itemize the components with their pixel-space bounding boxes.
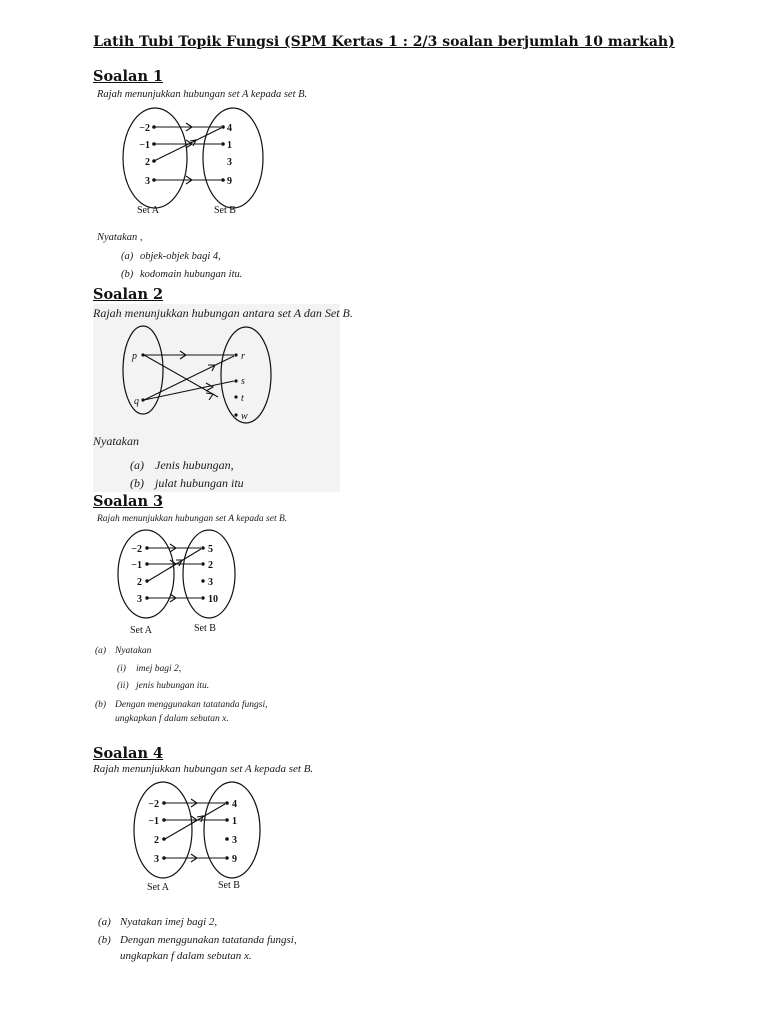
q1-b-elem: 9 bbox=[227, 176, 232, 187]
q2-a-elem: q bbox=[134, 396, 139, 407]
q4-b-elem: 3 bbox=[232, 835, 237, 846]
q1-a-elem: 2 bbox=[145, 157, 150, 168]
q1-set-a-oval bbox=[123, 108, 187, 208]
q3-b-elem: 5 bbox=[208, 544, 213, 555]
q2-heading: Soalan 2 bbox=[93, 286, 164, 303]
q1-set-a-label: Set A bbox=[137, 205, 159, 216]
q4-a-elem: 2 bbox=[154, 835, 159, 846]
q3-b-elem: 10 bbox=[208, 594, 218, 605]
q3-part-a-mark: (a) bbox=[95, 646, 107, 656]
q3-part-a-i: imej bagi 2, bbox=[136, 664, 182, 674]
q1-a-elem: 3 bbox=[145, 176, 150, 187]
q3-part-b-mark: (b) bbox=[95, 700, 107, 710]
q4-part-a-mark: (a) bbox=[98, 916, 111, 928]
q4-arrow-diagram bbox=[125, 782, 285, 897]
q4-part-b: Dengan menggunakan tatatanda fungsi, bbox=[120, 934, 297, 946]
q1-prompt: Nyatakan , bbox=[97, 232, 143, 243]
q3-intro: Rajah menunjukkan hubungan set A kepada set B. bbox=[97, 514, 288, 524]
q1-part-a-mark: (a) bbox=[121, 251, 134, 262]
q2-part-a: Jenis hubungan, bbox=[155, 458, 234, 472]
q3-arrow-diagram bbox=[112, 530, 262, 640]
q4-b-elem: 1 bbox=[232, 816, 237, 827]
q3-part-a-ii-mark: (ii) bbox=[117, 681, 129, 691]
q2-arrow bbox=[144, 381, 234, 400]
q1-set-b-oval bbox=[203, 108, 263, 208]
q3-part-a: Nyatakan bbox=[115, 646, 152, 656]
q3-a-elem: −1 bbox=[131, 560, 142, 571]
q4-set-b-label: Set B bbox=[218, 880, 240, 891]
q4-heading: Soalan 4 bbox=[93, 745, 164, 762]
q3-a-elem: 2 bbox=[137, 577, 142, 588]
q3-a-elem: 3 bbox=[137, 594, 142, 605]
q2-part-b: julat hubungan itu bbox=[155, 476, 244, 490]
q4-part-b-line2: ungkapkan f dalam sebutan x. bbox=[120, 950, 252, 962]
q4-intro: Rajah menunjukkan hubungan set A kepada set B. bbox=[93, 763, 314, 775]
q3-set-a-oval bbox=[118, 530, 174, 618]
q1-b-elem: 1 bbox=[227, 140, 232, 151]
q4-set-a-oval bbox=[134, 782, 192, 878]
q2-b-elem: r bbox=[241, 351, 245, 362]
q3-a-elem: −2 bbox=[131, 544, 142, 555]
q2-part-a-mark: (a) bbox=[130, 458, 144, 472]
q4-set-a-label: Set A bbox=[147, 882, 169, 893]
page-title: Latih Tubi Topik Fungsi (SPM Kertas 1 : 2/3 soalan berjumlah 10 markah) bbox=[93, 34, 675, 50]
q2-set-b-oval bbox=[221, 327, 271, 423]
q3-heading: Soalan 3 bbox=[93, 493, 164, 510]
q2-b-elem: s bbox=[241, 376, 245, 387]
q4-a-elem: −1 bbox=[148, 816, 159, 827]
q4-part-a: Nyatakan imej bagi 2, bbox=[120, 916, 218, 928]
q3-set-a-label: Set A bbox=[130, 625, 152, 636]
q3-set-b-label: Set B bbox=[194, 623, 216, 634]
q1-part-b-mark: (b) bbox=[121, 269, 134, 280]
q2-prompt: Nyatakan bbox=[93, 434, 139, 448]
q1-b-elem: 3 bbox=[227, 157, 232, 168]
q2-arrowhead bbox=[206, 393, 213, 400]
q4-a-elem: 3 bbox=[154, 854, 159, 865]
q1-intro: Rajah menunjukkan hubungan set A kepada set B. bbox=[97, 89, 308, 100]
q2-part-b-mark: (b) bbox=[130, 476, 144, 490]
q1-b-elem: 4 bbox=[227, 123, 232, 134]
q3-part-b-line2: ungkapkan f dalam sebutan x. bbox=[115, 714, 229, 724]
q2-b-elem: w bbox=[241, 411, 248, 422]
q4-a-elem: −2 bbox=[148, 799, 159, 810]
q3-part-a-ii: jenis hubungan itu. bbox=[136, 681, 210, 691]
q3-b-elem: 3 bbox=[208, 577, 213, 588]
q1-a-elem: −2 bbox=[139, 123, 150, 134]
q1-part-a: objek-objek bagi 4, bbox=[140, 251, 221, 262]
q2-arrow-diagram bbox=[118, 325, 288, 430]
q3-part-a-i-mark: (i) bbox=[117, 664, 126, 674]
q2-intro: Rajah menunjukkan hubungan antara set A dan Set B. bbox=[93, 306, 353, 320]
q2-b-elem: t bbox=[241, 393, 244, 404]
q4-b-elem: 9 bbox=[232, 854, 237, 865]
q4-part-b-mark: (b) bbox=[98, 934, 111, 946]
q3-part-b: Dengan menggunakan tatatanda fungsi, bbox=[115, 700, 268, 710]
q1-part-b: kodomain hubungan itu. bbox=[140, 269, 243, 280]
q1-arrow-diagram bbox=[110, 108, 290, 228]
q2-a-elem: p bbox=[132, 351, 137, 362]
q1-heading: Soalan 1 bbox=[93, 68, 164, 85]
q4-b-elem: 4 bbox=[232, 799, 237, 810]
q1-a-elem: −1 bbox=[139, 140, 150, 151]
q1-set-b-label: Set B bbox=[214, 205, 236, 216]
q3-b-elem: 2 bbox=[208, 560, 213, 571]
